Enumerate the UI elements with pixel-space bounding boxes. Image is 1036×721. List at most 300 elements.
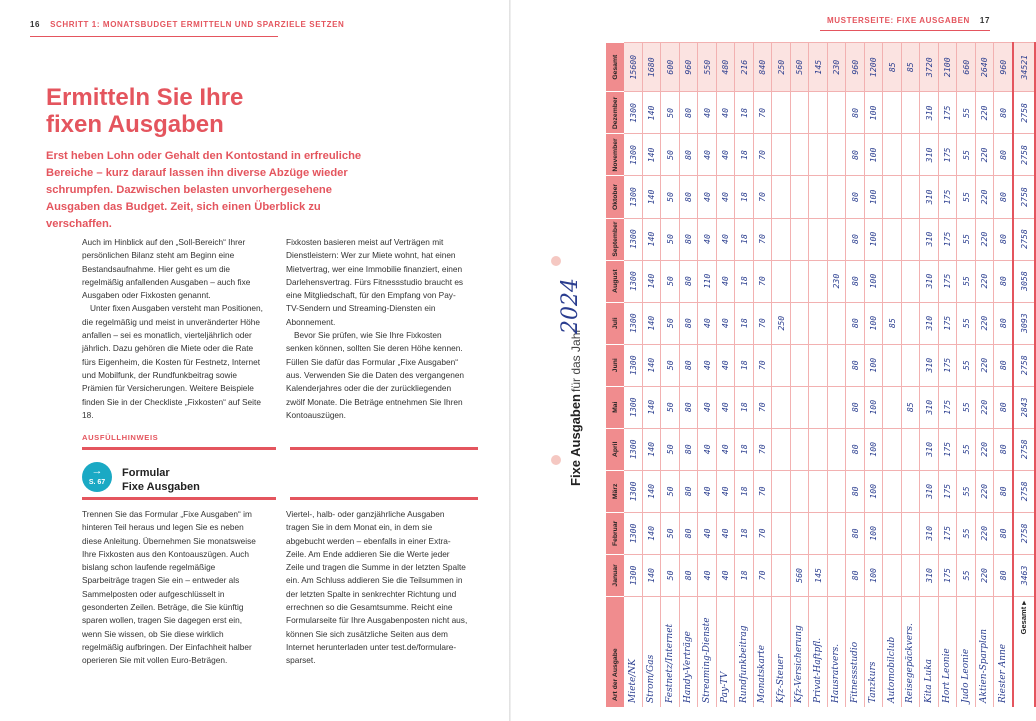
month-value-cell[interactable]	[827, 218, 846, 260]
month-value-cell[interactable]: 80	[679, 470, 698, 512]
expense-name-cell[interactable]: Tanzkurs	[864, 596, 883, 707]
month-value-cell[interactable]	[790, 302, 809, 344]
month-value-cell[interactable]	[883, 512, 902, 554]
month-value-cell[interactable]: 18	[735, 302, 754, 344]
month-value-cell[interactable]	[772, 512, 791, 554]
month-value-cell[interactable]	[772, 344, 791, 386]
month-value-cell[interactable]	[772, 386, 791, 428]
month-value-cell[interactable]: 80	[846, 386, 865, 428]
month-value-cell[interactable]: 220	[975, 260, 994, 302]
month-value-cell[interactable]: 140	[642, 92, 661, 134]
month-value-cell[interactable]: 55	[957, 512, 976, 554]
month-value-cell[interactable]: 80	[846, 428, 865, 470]
expense-name-cell[interactable]: Festnetz/Internet	[661, 596, 680, 707]
month-value-cell[interactable]: 310	[920, 344, 939, 386]
month-value-cell[interactable]	[901, 218, 920, 260]
row-total-cell[interactable]: 480	[716, 43, 735, 92]
month-value-cell[interactable]	[790, 470, 809, 512]
row-total-cell[interactable]: 2100	[938, 43, 957, 92]
month-value-cell[interactable]: 55	[957, 92, 976, 134]
expense-name-cell[interactable]: Judo Leonie	[957, 596, 976, 707]
expense-name-cell[interactable]: Reisegepäckvers.	[901, 596, 920, 707]
month-value-cell[interactable]: 50	[661, 512, 680, 554]
month-value-cell[interactable]: 40	[698, 92, 717, 134]
row-total-cell[interactable]: 960	[846, 43, 865, 92]
month-value-cell[interactable]: 55	[957, 554, 976, 596]
month-value-cell[interactable]: 310	[920, 554, 939, 596]
row-total-cell[interactable]: 85	[883, 43, 902, 92]
month-value-cell[interactable]	[883, 134, 902, 176]
month-value-cell[interactable]: 80	[679, 554, 698, 596]
month-value-cell[interactable]: 80	[994, 386, 1013, 428]
month-value-cell[interactable]	[809, 470, 828, 512]
month-value-cell[interactable]: 220	[975, 176, 994, 218]
month-value-cell[interactable]: 80	[846, 92, 865, 134]
row-total-cell[interactable]: 85	[901, 43, 920, 92]
month-value-cell[interactable]: 310	[920, 470, 939, 512]
month-value-cell[interactable]	[790, 260, 809, 302]
month-value-cell[interactable]: 40	[716, 260, 735, 302]
month-value-cell[interactable]: 80	[846, 302, 865, 344]
month-value-cell[interactable]: 55	[957, 176, 976, 218]
month-value-cell[interactable]: 40	[698, 512, 717, 554]
month-value-cell[interactable]	[809, 302, 828, 344]
month-value-cell[interactable]	[809, 260, 828, 302]
month-value-cell[interactable]: 140	[642, 554, 661, 596]
row-total-cell[interactable]: 960	[679, 43, 698, 92]
row-total-cell[interactable]: 660	[957, 43, 976, 92]
month-total-cell[interactable]: 2758	[1013, 470, 1035, 512]
month-total-cell[interactable]: 2758	[1013, 218, 1035, 260]
month-value-cell[interactable]: 175	[938, 344, 957, 386]
month-value-cell[interactable]: 310	[920, 134, 939, 176]
month-value-cell[interactable]	[901, 302, 920, 344]
month-value-cell[interactable]: 18	[735, 470, 754, 512]
month-value-cell[interactable]	[883, 176, 902, 218]
month-value-cell[interactable]: 220	[975, 218, 994, 260]
month-value-cell[interactable]: 80	[994, 470, 1013, 512]
month-value-cell[interactable]: 18	[735, 176, 754, 218]
month-value-cell[interactable]: 80	[994, 92, 1013, 134]
month-value-cell[interactable]: 80	[679, 134, 698, 176]
row-total-cell[interactable]: 3720	[920, 43, 939, 92]
month-value-cell[interactable]: 1300	[624, 218, 642, 260]
month-value-cell[interactable]: 145	[809, 554, 828, 596]
month-value-cell[interactable]: 100	[864, 344, 883, 386]
month-value-cell[interactable]: 110	[698, 260, 717, 302]
month-value-cell[interactable]: 140	[642, 344, 661, 386]
month-value-cell[interactable]	[827, 428, 846, 470]
month-value-cell[interactable]: 50	[661, 428, 680, 470]
month-value-cell[interactable]: 310	[920, 176, 939, 218]
month-value-cell[interactable]: 40	[716, 176, 735, 218]
month-value-cell[interactable]: 80	[994, 260, 1013, 302]
month-value-cell[interactable]	[883, 386, 902, 428]
month-value-cell[interactable]	[772, 428, 791, 470]
month-value-cell[interactable]: 175	[938, 386, 957, 428]
month-value-cell[interactable]: 1300	[624, 386, 642, 428]
row-total-cell[interactable]: 250	[772, 43, 791, 92]
month-value-cell[interactable]: 40	[716, 470, 735, 512]
month-value-cell[interactable]	[790, 344, 809, 386]
month-value-cell[interactable]: 70	[753, 134, 772, 176]
month-value-cell[interactable]: 55	[957, 302, 976, 344]
month-value-cell[interactable]: 100	[864, 512, 883, 554]
expense-name-cell[interactable]: Aktien-Sparplan	[975, 596, 994, 707]
month-value-cell[interactable]: 70	[753, 428, 772, 470]
month-value-cell[interactable]: 70	[753, 344, 772, 386]
month-value-cell[interactable]: 50	[661, 554, 680, 596]
month-value-cell[interactable]: 80	[679, 92, 698, 134]
month-value-cell[interactable]: 175	[938, 470, 957, 512]
month-value-cell[interactable]	[901, 92, 920, 134]
month-value-cell[interactable]: 80	[679, 344, 698, 386]
month-value-cell[interactable]: 40	[716, 512, 735, 554]
month-value-cell[interactable]	[809, 92, 828, 134]
month-value-cell[interactable]	[809, 176, 828, 218]
month-value-cell[interactable]: 1300	[624, 176, 642, 218]
month-value-cell[interactable]: 140	[642, 512, 661, 554]
month-value-cell[interactable]: 80	[679, 302, 698, 344]
month-value-cell[interactable]: 70	[753, 554, 772, 596]
month-value-cell[interactable]: 1300	[624, 344, 642, 386]
month-value-cell[interactable]: 310	[920, 302, 939, 344]
month-value-cell[interactable]: 140	[642, 386, 661, 428]
month-value-cell[interactable]: 40	[698, 218, 717, 260]
month-value-cell[interactable]	[772, 218, 791, 260]
month-value-cell[interactable]: 40	[716, 554, 735, 596]
month-value-cell[interactable]: 18	[735, 554, 754, 596]
month-value-cell[interactable]: 50	[661, 134, 680, 176]
month-value-cell[interactable]: 175	[938, 428, 957, 470]
row-total-cell[interactable]: 145	[809, 43, 828, 92]
month-value-cell[interactable]	[772, 470, 791, 512]
month-value-cell[interactable]: 80	[994, 512, 1013, 554]
row-total-cell[interactable]: 550	[698, 43, 717, 92]
row-total-cell[interactable]: 1200	[864, 43, 883, 92]
month-value-cell[interactable]: 80	[846, 470, 865, 512]
month-value-cell[interactable]: 80	[679, 218, 698, 260]
month-value-cell[interactable]	[790, 512, 809, 554]
month-total-cell[interactable]: 2758	[1013, 134, 1035, 176]
month-value-cell[interactable]: 50	[661, 176, 680, 218]
month-value-cell[interactable]: 220	[975, 554, 994, 596]
month-value-cell[interactable]: 310	[920, 218, 939, 260]
month-value-cell[interactable]: 140	[642, 260, 661, 302]
month-value-cell[interactable]	[901, 470, 920, 512]
month-value-cell[interactable]: 175	[938, 176, 957, 218]
month-value-cell[interactable]: 18	[735, 218, 754, 260]
month-value-cell[interactable]: 40	[698, 302, 717, 344]
month-value-cell[interactable]: 40	[698, 554, 717, 596]
month-value-cell[interactable]: 220	[975, 92, 994, 134]
month-total-cell[interactable]: 2758	[1013, 92, 1035, 134]
month-value-cell[interactable]: 18	[735, 344, 754, 386]
month-value-cell[interactable]: 18	[735, 260, 754, 302]
month-total-cell[interactable]: 2758	[1013, 344, 1035, 386]
month-total-cell[interactable]: 2843	[1013, 386, 1035, 428]
month-value-cell[interactable]: 1300	[624, 428, 642, 470]
month-value-cell[interactable]: 80	[679, 512, 698, 554]
month-value-cell[interactable]: 220	[975, 302, 994, 344]
month-value-cell[interactable]: 80	[846, 554, 865, 596]
month-value-cell[interactable]	[827, 302, 846, 344]
month-value-cell[interactable]: 100	[864, 470, 883, 512]
month-value-cell[interactable]: 18	[735, 92, 754, 134]
month-value-cell[interactable]: 50	[661, 218, 680, 260]
month-value-cell[interactable]: 85	[883, 302, 902, 344]
expense-name-cell[interactable]: Handy-Verträge	[679, 596, 698, 707]
month-value-cell[interactable]: 230	[827, 260, 846, 302]
row-total-cell[interactable]: 960	[994, 43, 1013, 92]
month-value-cell[interactable]: 70	[753, 176, 772, 218]
month-value-cell[interactable]	[809, 134, 828, 176]
month-value-cell[interactable]: 80	[679, 260, 698, 302]
month-value-cell[interactable]: 175	[938, 218, 957, 260]
expense-name-cell[interactable]: Privat-Haftpfl.	[809, 596, 828, 707]
month-value-cell[interactable]: 560	[790, 554, 809, 596]
month-total-cell[interactable]: 3093	[1013, 302, 1035, 344]
month-value-cell[interactable]	[901, 428, 920, 470]
month-value-cell[interactable]	[883, 218, 902, 260]
month-value-cell[interactable]	[809, 512, 828, 554]
month-value-cell[interactable]: 80	[846, 344, 865, 386]
month-value-cell[interactable]: 80	[994, 344, 1013, 386]
expense-name-cell[interactable]: Miete/NK	[624, 596, 642, 707]
month-value-cell[interactable]: 55	[957, 386, 976, 428]
grand-total-cell[interactable]: 34521	[1013, 43, 1035, 92]
month-value-cell[interactable]: 40	[716, 344, 735, 386]
month-value-cell[interactable]: 50	[661, 386, 680, 428]
month-total-cell[interactable]: 2758	[1013, 428, 1035, 470]
month-value-cell[interactable]: 55	[957, 134, 976, 176]
month-value-cell[interactable]	[772, 176, 791, 218]
month-value-cell[interactable]: 310	[920, 386, 939, 428]
month-total-cell[interactable]: 3058	[1013, 260, 1035, 302]
month-value-cell[interactable]: 40	[698, 386, 717, 428]
expense-name-cell[interactable]: Kita Luka	[920, 596, 939, 707]
expense-name-cell[interactable]: Hort Leonie	[938, 596, 957, 707]
month-value-cell[interactable]: 80	[679, 428, 698, 470]
month-value-cell[interactable]: 80	[994, 428, 1013, 470]
month-value-cell[interactable]: 80	[994, 176, 1013, 218]
month-total-cell[interactable]: 2758	[1013, 176, 1035, 218]
month-value-cell[interactable]: 220	[975, 428, 994, 470]
month-value-cell[interactable]: 55	[957, 428, 976, 470]
month-value-cell[interactable]: 220	[975, 134, 994, 176]
month-value-cell[interactable]: 220	[975, 344, 994, 386]
row-total-cell[interactable]: 600	[661, 43, 680, 92]
month-value-cell[interactable]: 70	[753, 470, 772, 512]
month-value-cell[interactable]: 80	[846, 512, 865, 554]
month-value-cell[interactable]: 220	[975, 512, 994, 554]
month-value-cell[interactable]: 1300	[624, 470, 642, 512]
month-value-cell[interactable]: 140	[642, 470, 661, 512]
month-value-cell[interactable]	[901, 176, 920, 218]
expense-name-cell[interactable]: Hausratvers.	[827, 596, 846, 707]
month-value-cell[interactable]: 50	[661, 92, 680, 134]
month-value-cell[interactable]: 175	[938, 512, 957, 554]
month-value-cell[interactable]: 140	[642, 302, 661, 344]
month-value-cell[interactable]: 140	[642, 218, 661, 260]
month-value-cell[interactable]: 220	[975, 470, 994, 512]
month-value-cell[interactable]: 1300	[624, 134, 642, 176]
month-value-cell[interactable]	[790, 386, 809, 428]
month-value-cell[interactable]	[901, 260, 920, 302]
month-value-cell[interactable]: 175	[938, 302, 957, 344]
month-value-cell[interactable]	[790, 176, 809, 218]
month-value-cell[interactable]: 55	[957, 470, 976, 512]
month-value-cell[interactable]: 18	[735, 386, 754, 428]
month-value-cell[interactable]: 80	[846, 176, 865, 218]
expense-name-cell[interactable]: Fitnessstudio	[846, 596, 865, 707]
month-value-cell[interactable]: 55	[957, 218, 976, 260]
month-value-cell[interactable]: 80	[994, 302, 1013, 344]
month-value-cell[interactable]	[772, 260, 791, 302]
month-value-cell[interactable]	[772, 134, 791, 176]
row-total-cell[interactable]: 560	[790, 43, 809, 92]
month-value-cell[interactable]	[809, 218, 828, 260]
month-value-cell[interactable]	[883, 428, 902, 470]
month-value-cell[interactable]	[790, 218, 809, 260]
month-value-cell[interactable]	[809, 386, 828, 428]
month-value-cell[interactable]: 40	[716, 386, 735, 428]
row-total-cell[interactable]: 216	[735, 43, 754, 92]
expense-name-cell[interactable]: Streaming-Dienste	[698, 596, 717, 707]
month-value-cell[interactable]: 80	[846, 134, 865, 176]
month-value-cell[interactable]: 40	[698, 344, 717, 386]
month-value-cell[interactable]: 55	[957, 344, 976, 386]
month-value-cell[interactable]	[827, 386, 846, 428]
month-value-cell[interactable]: 80	[994, 134, 1013, 176]
row-total-cell[interactable]: 840	[753, 43, 772, 92]
month-value-cell[interactable]	[883, 470, 902, 512]
page-reference-badge[interactable]	[82, 462, 112, 492]
month-value-cell[interactable]: 40	[716, 92, 735, 134]
row-total-cell[interactable]: 2640	[975, 43, 994, 92]
month-value-cell[interactable]: 175	[938, 260, 957, 302]
month-value-cell[interactable]	[827, 176, 846, 218]
month-value-cell[interactable]	[772, 554, 791, 596]
month-value-cell[interactable]: 70	[753, 512, 772, 554]
month-value-cell[interactable]: 40	[716, 428, 735, 470]
month-value-cell[interactable]	[883, 554, 902, 596]
month-value-cell[interactable]: 140	[642, 134, 661, 176]
month-value-cell[interactable]: 40	[716, 302, 735, 344]
month-value-cell[interactable]	[883, 260, 902, 302]
month-value-cell[interactable]: 50	[661, 470, 680, 512]
month-value-cell[interactable]: 50	[661, 260, 680, 302]
month-value-cell[interactable]: 310	[920, 260, 939, 302]
month-value-cell[interactable]: 70	[753, 218, 772, 260]
month-value-cell[interactable]	[790, 92, 809, 134]
month-value-cell[interactable]: 40	[698, 428, 717, 470]
month-value-cell[interactable]: 70	[753, 386, 772, 428]
month-value-cell[interactable]: 55	[957, 260, 976, 302]
month-value-cell[interactable]: 70	[753, 92, 772, 134]
month-value-cell[interactable]: 250	[772, 302, 791, 344]
month-value-cell[interactable]: 1300	[624, 302, 642, 344]
month-value-cell[interactable]	[827, 344, 846, 386]
month-value-cell[interactable]: 18	[735, 134, 754, 176]
expense-name-cell[interactable]: Automobilclub	[883, 596, 902, 707]
month-value-cell[interactable]	[901, 344, 920, 386]
month-value-cell[interactable]: 310	[920, 512, 939, 554]
month-value-cell[interactable]: 80	[679, 386, 698, 428]
expense-name-cell[interactable]: Kfz-Versicherung	[790, 596, 809, 707]
month-value-cell[interactable]: 100	[864, 260, 883, 302]
month-value-cell[interactable]: 50	[661, 344, 680, 386]
month-value-cell[interactable]: 80	[679, 176, 698, 218]
month-value-cell[interactable]	[901, 554, 920, 596]
row-total-cell[interactable]: 230	[827, 43, 846, 92]
month-value-cell[interactable]: 100	[864, 302, 883, 344]
month-value-cell[interactable]: 140	[642, 176, 661, 218]
row-total-cell[interactable]: 15600	[624, 43, 642, 92]
month-value-cell[interactable]: 100	[864, 386, 883, 428]
month-value-cell[interactable]	[827, 554, 846, 596]
month-value-cell[interactable]	[809, 428, 828, 470]
month-value-cell[interactable]	[809, 344, 828, 386]
month-value-cell[interactable]: 175	[938, 134, 957, 176]
month-value-cell[interactable]: 40	[716, 134, 735, 176]
month-value-cell[interactable]: 40	[698, 470, 717, 512]
month-value-cell[interactable]: 80	[994, 554, 1013, 596]
month-value-cell[interactable]: 100	[864, 92, 883, 134]
month-value-cell[interactable]: 310	[920, 92, 939, 134]
month-value-cell[interactable]: 85	[901, 386, 920, 428]
expense-name-cell[interactable]: Kfz-Steuer	[772, 596, 791, 707]
month-value-cell[interactable]: 220	[975, 386, 994, 428]
month-value-cell[interactable]: 70	[753, 260, 772, 302]
month-value-cell[interactable]	[901, 512, 920, 554]
month-value-cell[interactable]	[790, 134, 809, 176]
month-value-cell[interactable]: 18	[735, 512, 754, 554]
month-value-cell[interactable]: 1300	[624, 512, 642, 554]
month-value-cell[interactable]: 1300	[624, 92, 642, 134]
month-value-cell[interactable]	[901, 134, 920, 176]
month-value-cell[interactable]: 100	[864, 176, 883, 218]
month-value-cell[interactable]	[827, 92, 846, 134]
month-value-cell[interactable]: 80	[846, 260, 865, 302]
month-value-cell[interactable]	[772, 92, 791, 134]
month-value-cell[interactable]: 100	[864, 218, 883, 260]
month-total-cell[interactable]: 3463	[1013, 554, 1035, 596]
month-value-cell[interactable]: 1300	[624, 554, 642, 596]
month-value-cell[interactable]: 70	[753, 302, 772, 344]
month-value-cell[interactable]: 80	[846, 218, 865, 260]
month-value-cell[interactable]: 140	[642, 428, 661, 470]
month-value-cell[interactable]: 40	[698, 134, 717, 176]
month-value-cell[interactable]: 100	[864, 554, 883, 596]
month-value-cell[interactable]	[883, 92, 902, 134]
month-value-cell[interactable]: 100	[864, 134, 883, 176]
expense-name-cell[interactable]: Pay-TV	[716, 596, 735, 707]
expense-name-cell[interactable]: Strom/Gas	[642, 596, 661, 707]
month-total-cell[interactable]: 2758	[1013, 512, 1035, 554]
expense-name-cell[interactable]: Monatskarte	[753, 596, 772, 707]
month-value-cell[interactable]: 100	[864, 428, 883, 470]
month-value-cell[interactable]	[827, 470, 846, 512]
month-value-cell[interactable]: 18	[735, 428, 754, 470]
month-value-cell[interactable]: 310	[920, 428, 939, 470]
month-value-cell[interactable]: 80	[994, 218, 1013, 260]
month-value-cell[interactable]: 40	[698, 176, 717, 218]
month-value-cell[interactable]	[827, 512, 846, 554]
month-value-cell[interactable]: 175	[938, 92, 957, 134]
month-value-cell[interactable]	[883, 344, 902, 386]
month-value-cell[interactable]: 50	[661, 302, 680, 344]
